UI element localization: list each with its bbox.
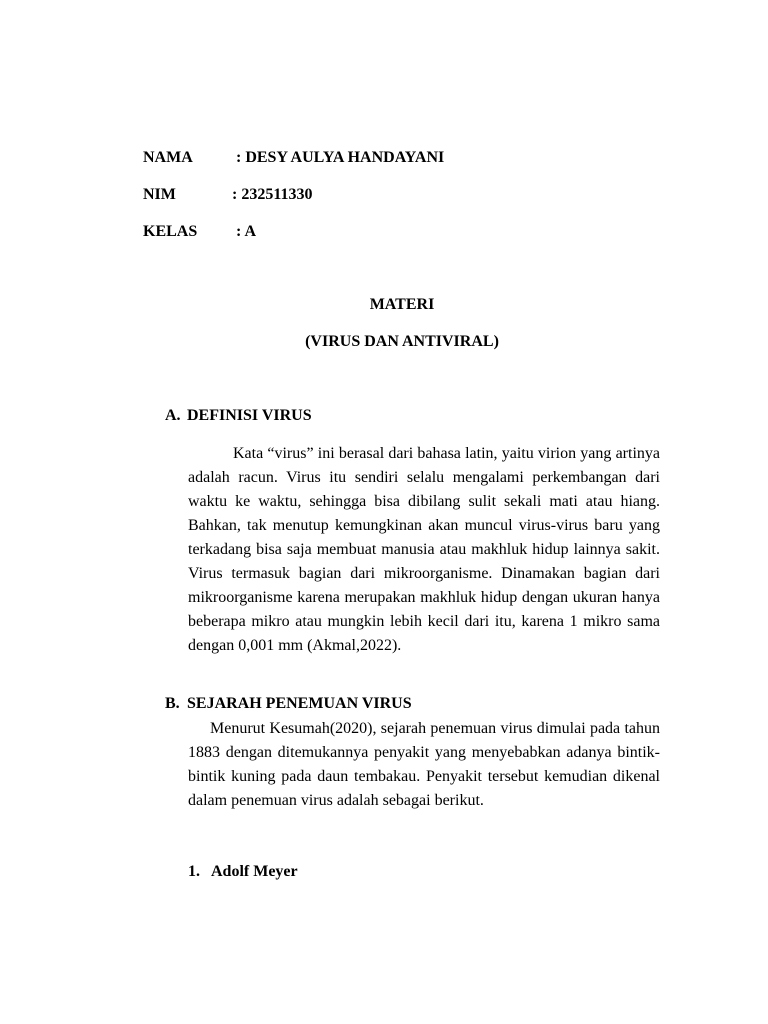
subsection-title: Adolf Meyer bbox=[211, 863, 298, 880]
document-subtitle: (VIRUS DAN ANTIVIRAL) bbox=[305, 333, 499, 350]
section-b-letter: B. bbox=[165, 695, 180, 712]
nim-value: : 232511330 bbox=[232, 186, 313, 203]
section-b-body: Menurut Kesumah(2020), sejarah penemuan virus dimulai pada tahun 1883 dengan ditemukannya penyakit yang menyebabkan adanya bintik-bintik kuning pada daun tembakau. Penyakit tersebut kemudian dikenal dalam penemuan virus adalah sebagai berikut. bbox=[188, 720, 660, 809]
subsection-heading bbox=[188, 862, 298, 882]
name-value: : DESY AULYA HANDAYANI bbox=[236, 149, 445, 166]
section-a-title: DEFINISI VIRUS bbox=[187, 407, 312, 424]
class-value: : A bbox=[236, 223, 256, 240]
section-b-heading bbox=[165, 694, 412, 714]
section-a-body: Kata “virus” ini berasal dari bahasa latin, yaitu virion yang artinya adalah racun. Virus itu sendiri selalu mengalami perkembangan dari waktu ke waktu, sehingga bisa dibilang sulit sekali mati atau hiang. Bahkan, tak menutup kemungkinan akan muncul virus-virus baru yang terkadang bisa saja membuat manusia atau makhluk hidup lainnya sakit. Virus termasuk bagian dari mikroorganisme. Dinamakan bagian dari mikroorganisme karena merupakan makhluk hidup dengan ukuran hanya beberapa mikro atau mungkin lebih kecil dari itu, karena 1 mikro sama dengan 0,001 mm (Akmal,2022). bbox=[188, 445, 660, 654]
document-title: MATERI bbox=[369, 296, 435, 313]
name-label: NAMA bbox=[143, 149, 193, 166]
subsection-number: 1. bbox=[188, 863, 200, 880]
nim-label: NIM bbox=[143, 186, 176, 203]
section-b-title: SEJARAH PENEMUAN VIRUS bbox=[187, 695, 412, 712]
class-label: KELAS bbox=[143, 223, 198, 240]
section-a-letter: A. bbox=[165, 407, 181, 424]
section-a-heading bbox=[165, 406, 312, 426]
